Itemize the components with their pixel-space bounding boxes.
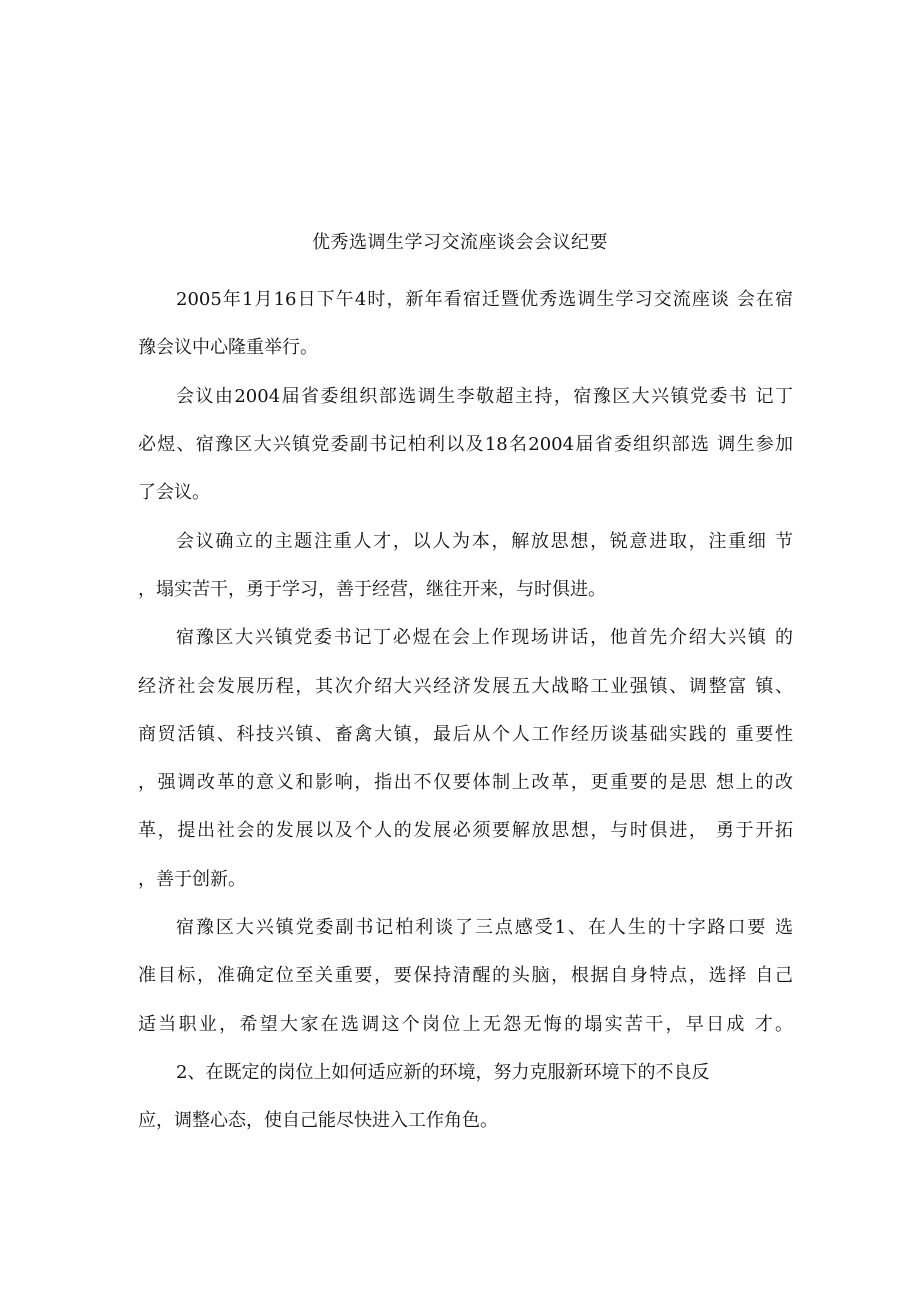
paragraph-line: ，善于创新。 xyxy=(138,869,246,890)
paragraph-line: 2、在既定的岗位上如何适应新的环境，努力克服新环境下的不良反 xyxy=(176,1062,710,1083)
paragraph-line: ，塌实苦干，勇于学习，善于经营，继往开来，与时俱进。 xyxy=(138,579,606,600)
paragraph-line: 必煜、宿豫区大兴镇党委副书记柏利以及18名2004届省委组织部选 调生参加 xyxy=(138,434,793,455)
paragraph-line: 经济社会发展历程，其次介绍大兴经济发展五大战略工业强镇、调整富 镇、 xyxy=(138,676,793,697)
paragraph-line: ，强调改革的意义和影响，指出不仅要体制上改革，更重要的是思 想上的改 xyxy=(138,772,793,793)
paragraph-line: 准目标，准确定位至关重要，要保持清醒的头脑，根据自身特点，选择 自己 xyxy=(138,965,793,986)
paragraph-line: 会议由2004届省委组织部选调生李敬超主持，宿豫区大兴镇党委书 记丁 xyxy=(176,386,793,407)
document-title: 优秀选调生学习交流座谈会会议纪要 xyxy=(312,232,608,253)
paragraph-line: 了会议。 xyxy=(138,482,210,503)
paragraph-line: 会议确立的主题注重人才，以人为本，解放思想，锐意进取，注重细 节 xyxy=(176,531,793,552)
paragraph-line: 商贸活镇、科技兴镇、畜禽大镇，最后从个人工作经历谈基础实践的 重要性 xyxy=(138,724,793,745)
paragraph-line: 2005年1月16日下午4时，新年看宿迁暨优秀选调生学习交流座谈 会在宿 xyxy=(176,289,793,310)
paragraph-line: 宿豫区大兴镇党委副书记柏利谈了三点感受1、在人生的十字路口要 选 xyxy=(176,917,793,938)
paragraph-line: 革，提出社会的发展以及个人的发展必须要解放思想，与时俱进， 勇于开拓 xyxy=(138,820,793,841)
paragraph-line: 豫会议中心隆重举行。 xyxy=(138,337,318,358)
paragraph-line: 宿豫区大兴镇党委书记丁必煜在会上作现场讲话，他首先介绍大兴镇 的 xyxy=(176,627,793,648)
paragraph-line: 应，调整心态，使自己能尽快进入工作角色。 xyxy=(138,1110,498,1131)
paragraph-line: 适当职业，希望大家在选调这个岗位上无怨无悔的塌实苦干，早日成 才。 xyxy=(138,1014,793,1035)
